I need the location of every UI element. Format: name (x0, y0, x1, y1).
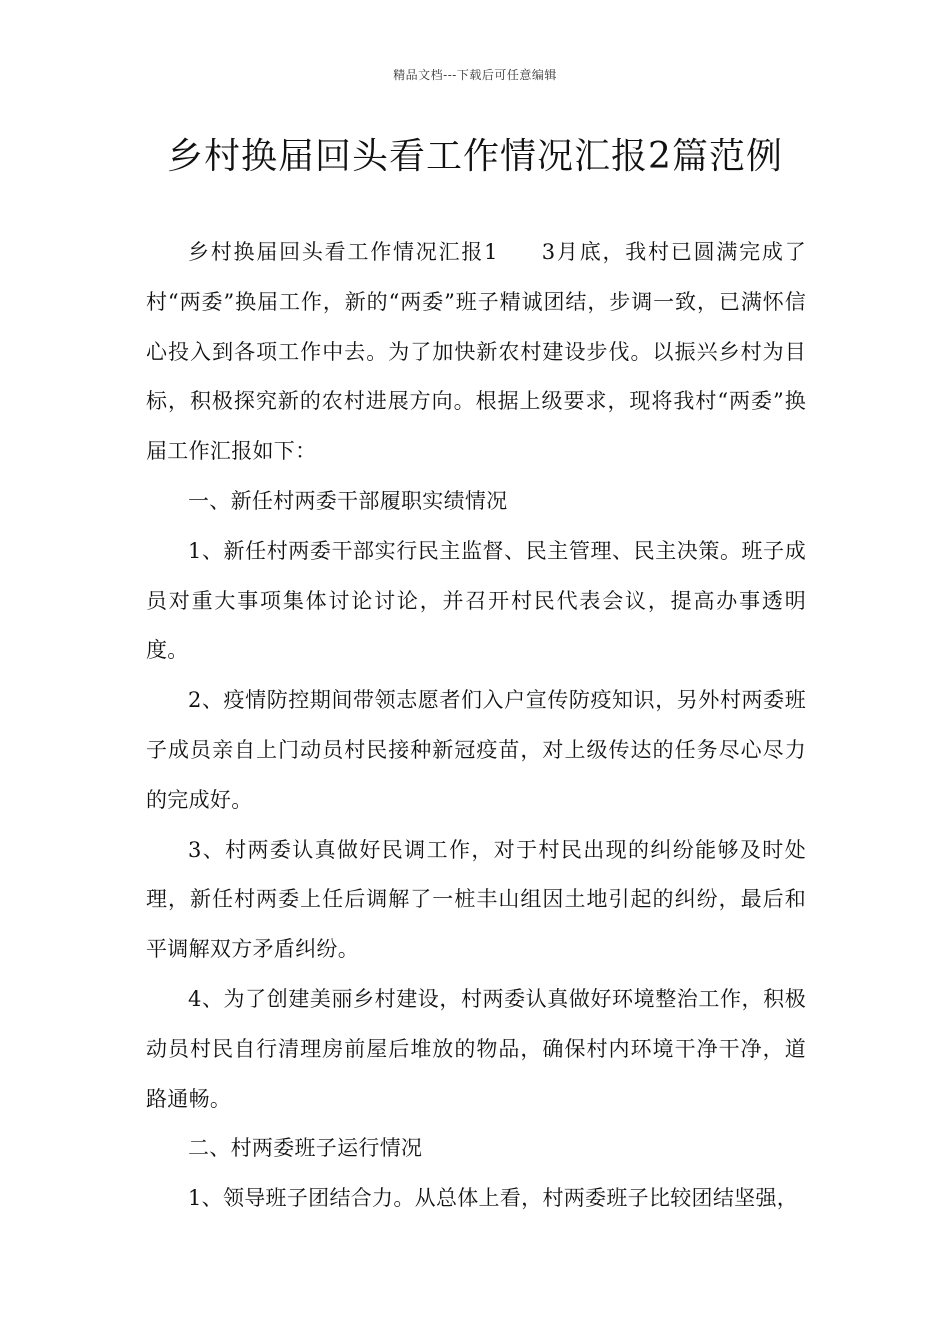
paragraph-item: 3、村两委认真做好民调工作，对于村民出现的纠纷能够及时处理，新任村两委上任后调解了一桩丰山组因土地引起的纠纷，最后和平调解双方矛盾纠纷。 (146, 837, 806, 962)
section-heading-2: 二、村两委班子运行情况 (188, 1136, 423, 1161)
document-body (146, 228, 806, 1224)
paragraph-intro (146, 228, 806, 477)
document-title: 乡村换届回头看工作情况汇报2篇范例 (167, 136, 783, 177)
paragraph-text: 3月底，我村已圆满完成了村“两委”换届工作，新的“两委”班子精诚团结，步调一致，已满怀信心投入到各项工作中去。为了加快新农村建设步伐。以振兴乡村为目标，积极探究新的农村进展方向。根据上级要求，现将我村“两委”换届工作汇报如下： (146, 240, 806, 464)
paragraph-item: 1、新任村两委干部实行民主监督、民主管理、民主决策。班子成员对重大事项集体讨论讨论，并召开村民代表会议，提高办事透明度。 (146, 538, 806, 663)
paragraph-lead: 乡村换届回头看工作情况汇报1 (188, 240, 498, 264)
paragraph-item: 1、领导班子团结合力。从总体上看，村两委班子比较团结坚强， (188, 1186, 799, 1211)
paragraph-item: 2、疫情防控期间带领志愿者们入户宣传防疫知识，另外村两委班子成员亲自上门动员村民接种新冠疫苗，对上级传达的任务尽心尽力的完成好。 (146, 688, 806, 812)
section-heading-1: 一、新任村两委干部履职实绩情况 (188, 488, 508, 513)
paragraph-item: 4、为了创建美丽乡村建设，村两委认真做好环境整治工作，积极动员村民自行清理房前屋后堆放的物品，确保村内环境干净干净，道路通畅。 (146, 986, 806, 1111)
header-note: 精品文档---下载后可任意编辑 (393, 68, 557, 82)
